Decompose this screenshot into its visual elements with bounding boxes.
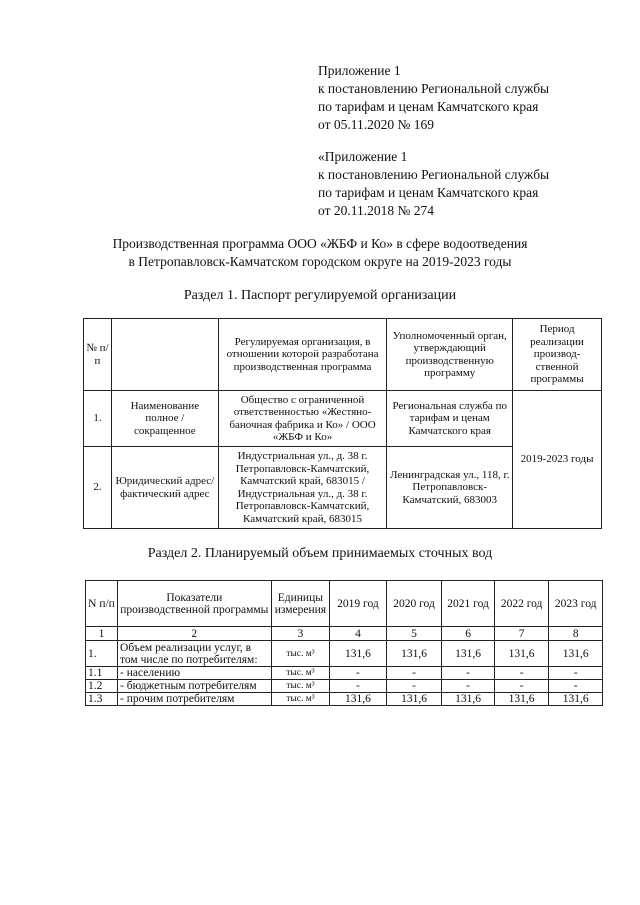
- row-label: - прочим потребителям: [118, 693, 272, 706]
- year-header: 2022 год: [494, 581, 549, 627]
- header-cell: Единицы измерения: [271, 581, 330, 627]
- value-cell: 131,6: [494, 693, 549, 706]
- row-number: 2.: [84, 447, 112, 529]
- row-number: 1.2: [86, 680, 118, 693]
- row-number: 1.: [86, 641, 118, 667]
- header-cell: № п/п: [84, 319, 112, 391]
- value-cell: -: [549, 680, 603, 693]
- appendix-line: от 05.11.2020 № 169: [318, 117, 434, 132]
- row-number: 1.: [84, 391, 112, 447]
- year-header: 2019 год: [330, 581, 387, 627]
- column-number: 7: [494, 627, 549, 641]
- value-cell: -: [442, 680, 495, 693]
- year-header: 2020 год: [386, 581, 442, 627]
- appendix-line: по тарифам и ценам Камчатского края: [318, 99, 539, 114]
- appendix-line: по тарифам и ценам Камчатского края: [318, 185, 539, 200]
- title-line: Производственная программа ООО «ЖБФ и Ко» в сфере водоотведения: [112, 236, 528, 251]
- wastewater-volume-table: [85, 580, 603, 706]
- value-cell: 131,6: [442, 641, 495, 667]
- value-cell: 131,6: [549, 641, 603, 667]
- column-number: 2: [118, 627, 272, 641]
- table-row: [84, 391, 602, 447]
- value-cell: 131,6: [386, 693, 442, 706]
- org-cell: Общество с ограниченной ответственностью «Жестяно-баночная фабрика и Ко» / ООО «ЖБФ и Ко»: [218, 391, 387, 447]
- row-number: 1.1: [86, 667, 118, 680]
- column-number: 4: [330, 627, 387, 641]
- appendix-line: от 20.11.2018 № 274: [318, 203, 434, 218]
- authority-cell: Региональная служба по тарифам и ценам Камчатского края: [387, 391, 513, 447]
- year-header: 2021 год: [442, 581, 495, 627]
- appendix-header: [318, 62, 549, 134]
- value-cell: -: [494, 680, 549, 693]
- column-number: 8: [549, 627, 603, 641]
- unit-cell: тыс. м³: [271, 667, 330, 680]
- table-row: [86, 680, 603, 693]
- appendix-line: к постановлению Региональной службы: [318, 81, 550, 96]
- unit-cell: тыс. м³: [271, 641, 330, 667]
- unit-cell: тыс. м³: [271, 680, 330, 693]
- header-cell: Период реализации производ-ственной программы: [513, 319, 602, 391]
- column-number: 3: [271, 627, 330, 641]
- column-number: 1: [86, 627, 118, 641]
- value-cell: 131,6: [442, 693, 495, 706]
- table-row: [86, 667, 603, 680]
- header-cell: Регулируемая организация, в отношении которой разработана производственная программа: [218, 319, 387, 391]
- title-line: в Петропавловск-Камчатском городском округе на 2019-2023 годы: [128, 254, 512, 269]
- section1-title: Раздел 1. Паспорт регулируемой организации: [183, 288, 457, 303]
- row-number: 1.3: [86, 693, 118, 706]
- row-label: - населению: [118, 667, 272, 680]
- header-cell: Уполномоченный орган, утверждающий производственную программу: [387, 319, 513, 391]
- section2-title: Раздел 2. Планируемый объем принимаемых сточных вод: [147, 546, 493, 561]
- value-cell: -: [386, 667, 442, 680]
- table-row: [86, 693, 603, 706]
- row-label: - бюджетным потребителям: [118, 680, 272, 693]
- header-cell: [111, 319, 218, 391]
- value-cell: 131,6: [549, 693, 603, 706]
- previous-appendix-header: [318, 148, 549, 220]
- header-cell: N п/п: [86, 581, 118, 627]
- year-header: 2023 год: [549, 581, 603, 627]
- row-label: Юридический адрес/фактический адрес: [111, 447, 218, 529]
- period-cell: 2019-2023 годы: [513, 391, 602, 529]
- value-cell: -: [494, 667, 549, 680]
- header-cell: Показатели производственной программы: [118, 581, 272, 627]
- appendix-line: Приложение 1: [318, 63, 401, 78]
- row-label: Объем реализации услуг, в том числе по потребителям:: [118, 641, 272, 667]
- value-cell: 131,6: [330, 641, 387, 667]
- value-cell: 131,6: [330, 693, 387, 706]
- value-cell: -: [549, 667, 603, 680]
- value-cell: 131,6: [494, 641, 549, 667]
- value-cell: -: [442, 667, 495, 680]
- table-header-row: [86, 581, 603, 627]
- column-number: 5: [386, 627, 442, 641]
- document-title: [0, 235, 640, 271]
- column-number: 6: [442, 627, 495, 641]
- value-cell: -: [330, 680, 387, 693]
- appendix-line: к постановлению Региональной службы: [318, 167, 550, 182]
- value-cell: 131,6: [386, 641, 442, 667]
- row-label: Наименование полное / сокращенное: [111, 391, 218, 447]
- table-header-row: [84, 319, 602, 391]
- authority-cell: Ленинградская ул., 118, г. Петропавловск-Камчатский, 683003: [387, 447, 513, 529]
- column-number-row: [86, 627, 603, 641]
- value-cell: -: [330, 667, 387, 680]
- value-cell: -: [386, 680, 442, 693]
- unit-cell: тыс. м³: [271, 693, 330, 706]
- org-cell: Индустриальная ул., д. 38 г. Петропавловск-Камчатский, Камчатский край, 683015 / Индустриальная ул., д. 38 г. Петропавловск-Камчатский, Камчатский край, 683015: [218, 447, 387, 529]
- appendix-line: «Приложение 1: [318, 149, 408, 164]
- table-row: [86, 641, 603, 667]
- organization-passport-table: [83, 318, 602, 529]
